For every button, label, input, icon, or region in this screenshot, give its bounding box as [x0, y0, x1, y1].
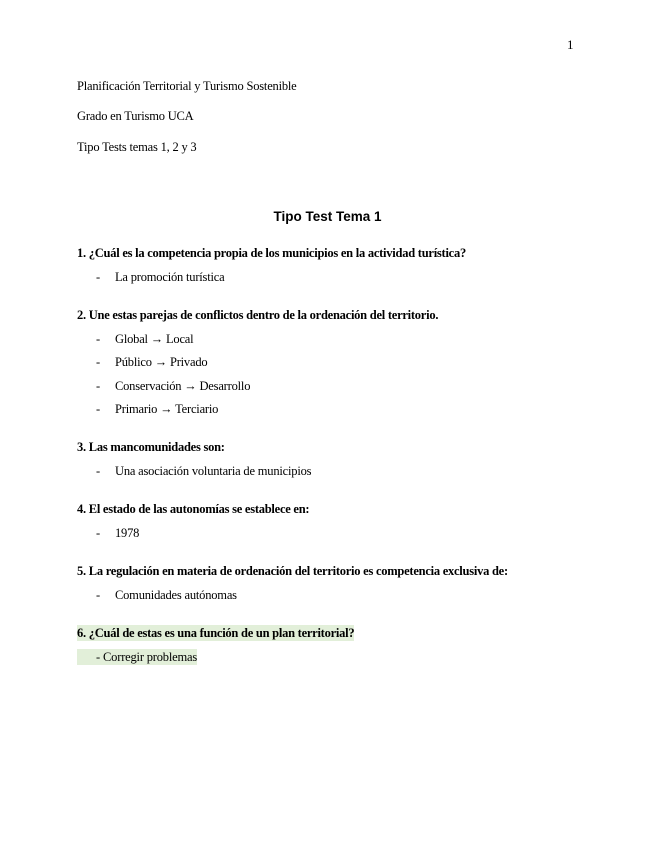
answer-list — [77, 331, 597, 417]
answer-list — [77, 525, 597, 541]
question-3 — [77, 438, 597, 479]
question-list — [77, 244, 597, 686]
question-4 — [77, 500, 597, 541]
answer-item — [77, 354, 597, 370]
question-text: 5. La regulación en materia de ordenación del territorio es competencia exclusiva de: — [77, 563, 508, 578]
course-title: Planificación Territorial y Turismo Sostenible — [77, 79, 297, 93]
answer-list — [77, 649, 597, 665]
question-6 — [77, 624, 597, 665]
question-5 — [77, 562, 597, 603]
answer-item — [77, 463, 597, 479]
answer-item — [77, 378, 597, 394]
answer-list — [77, 463, 597, 479]
dash-bullet: - — [96, 401, 100, 416]
answer-item — [77, 525, 597, 541]
answer-text: Global → Local — [115, 332, 194, 346]
answer-text: 1978 — [115, 525, 140, 540]
dash-bullet: - — [96, 378, 100, 393]
answer-text: Conservación → Desarrollo — [115, 378, 251, 393]
answer-item — [77, 331, 597, 347]
dash-bullet: - — [96, 355, 100, 370]
dash-bullet: - — [77, 649, 103, 665]
answer-text: Comunidades autónomas — [115, 587, 237, 602]
section-title: Tipo Test Tema 1 — [273, 209, 382, 224]
dash-bullet: - — [96, 463, 100, 478]
dash-bullet: - — [96, 332, 100, 346]
document-subtitle: Tipo Tests temas 1, 2 y 3 — [77, 140, 197, 154]
page-number: 1 — [567, 37, 574, 52]
dash-bullet: - — [96, 587, 100, 602]
answer-item-highlighted — [77, 649, 197, 665]
question-1 — [77, 244, 597, 285]
answer-text: La promoción turística — [115, 270, 225, 284]
answer-item — [77, 587, 597, 603]
question-2 — [77, 306, 597, 417]
answer-text: Público → Privado — [115, 355, 208, 370]
answer-text: Una asociación voluntaria de municipios — [115, 463, 312, 478]
answer-text: Corregir problemas — [103, 649, 197, 664]
answer-list — [77, 269, 597, 285]
question-text: 3. Las mancomunidades son: — [77, 439, 225, 454]
answer-list — [77, 587, 597, 603]
question-text: 1. ¿Cuál es la competencia propia de los municipios en la actividad turística? — [77, 246, 466, 260]
question-text: 4. El estado de las autonomías se establece en: — [77, 501, 310, 516]
answer-item — [77, 269, 597, 285]
degree-name: Grado en Turismo UCA — [77, 109, 194, 123]
dash-bullet: - — [96, 270, 100, 284]
question-text-highlighted: 6. ¿Cuál de estas es una función de un plan territorial? — [77, 625, 355, 640]
answer-text: Primario → Terciario — [115, 401, 219, 416]
answer-item — [77, 401, 597, 417]
question-text: 2. Une estas parejas de conflictos dentro de la ordenación del territorio. — [77, 308, 439, 322]
dash-bullet: - — [96, 525, 100, 540]
